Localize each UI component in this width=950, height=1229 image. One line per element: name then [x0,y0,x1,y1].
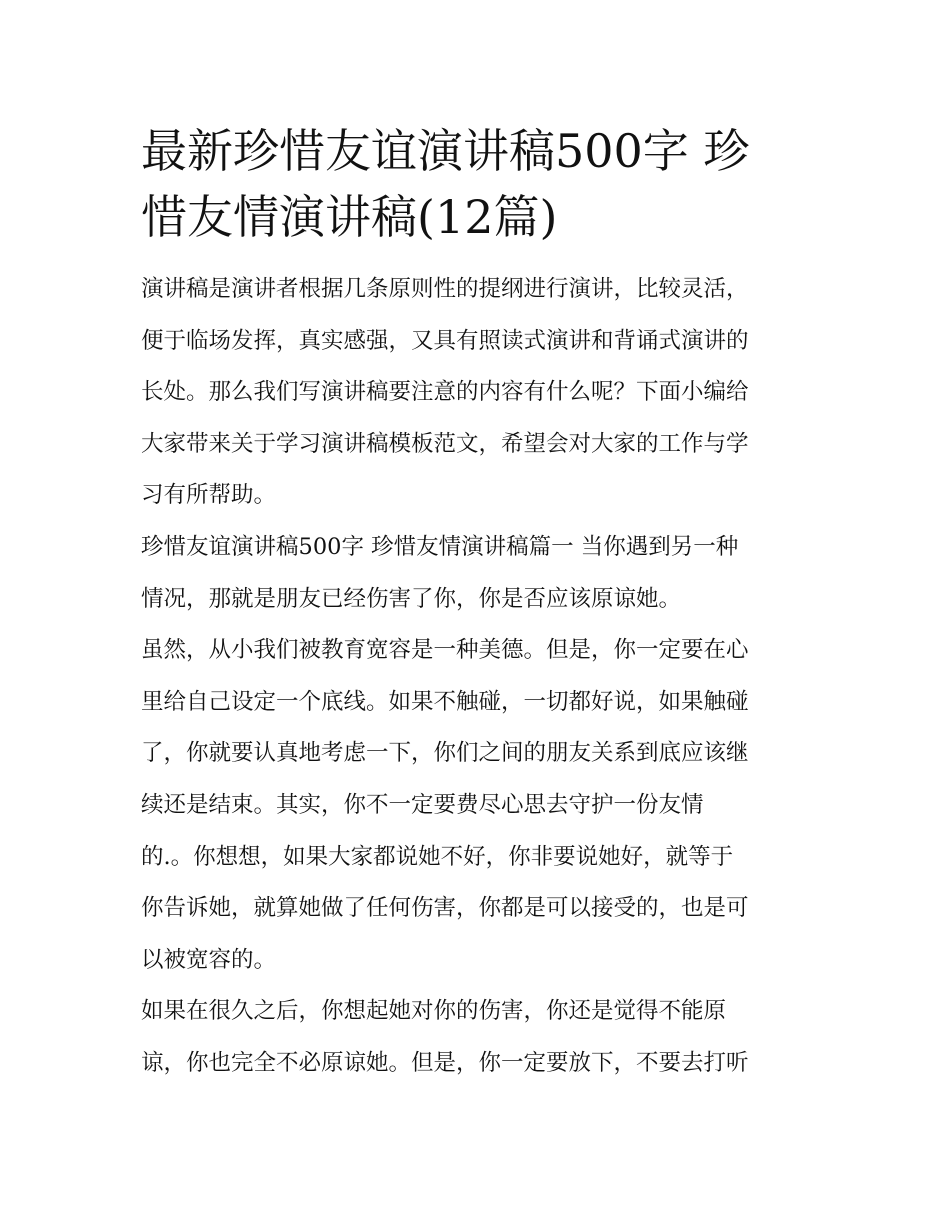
document-title [141,118,813,250]
body-paragraph [141,625,813,986]
text-line: 情况，那就是朋友已经伤害了你，你是否应该原谅她。 [141,585,682,612]
text-line: 的.。你想想，如果大家都说她不好，你非要说她好，就等于 [141,843,734,870]
section-one-paragraph [141,522,813,625]
text-line: 珍惜友谊演讲稿500字 珍惜友情演讲稿篇一 当你遇到另一种 [141,533,739,560]
document-page [141,118,813,1090]
text-line: 虽然，从小我们被教育宽容是一种美德。但是，你一定要在心 [141,637,749,664]
text-line: 便于临场发挥，真实感强，又具有照读式演讲和背诵式演讲的 [141,327,749,354]
text-line: 了，你就要认真地考虑一下，你们之间的朋友关系到底应该继 [141,740,749,767]
text-line: 谅，你也完全不必原谅她。但是，你一定要放下，不要去打听 [141,1049,749,1076]
text-line: 演讲稿是演讲者根据几条原则性的提纲进行演讲，比较灵活， [141,276,749,302]
text-line: 长处。那么我们写演讲稿要注意的内容有什么呢？下面小编给 [141,379,749,406]
intro-paragraph [141,264,813,522]
text-line: 以被宽容的。 [141,946,277,973]
text-line: 你告诉她，就算她做了任何伤害，你都是可以接受的，也是可 [141,895,749,922]
title-line-1: 最新珍惜友谊演讲稿500字 珍 [141,124,750,178]
closing-paragraph [141,986,813,1089]
title-line-2: 惜友情演讲稿(12篇) [141,190,558,244]
text-line: 续还是结束。其实，你不一定要费尽心思去守护一份友情 [141,791,704,818]
text-line: 里给自己设定一个底线。如果不触碰，一切都好说，如果触碰 [141,688,749,715]
text-line: 大家带来关于学习演讲稿模板范文，希望会对大家的工作与学 [141,430,749,457]
text-line: 如果在很久之后，你想起她对你的伤害，你还是觉得不能原 [141,998,727,1025]
text-line: 习有所帮助。 [141,482,277,509]
